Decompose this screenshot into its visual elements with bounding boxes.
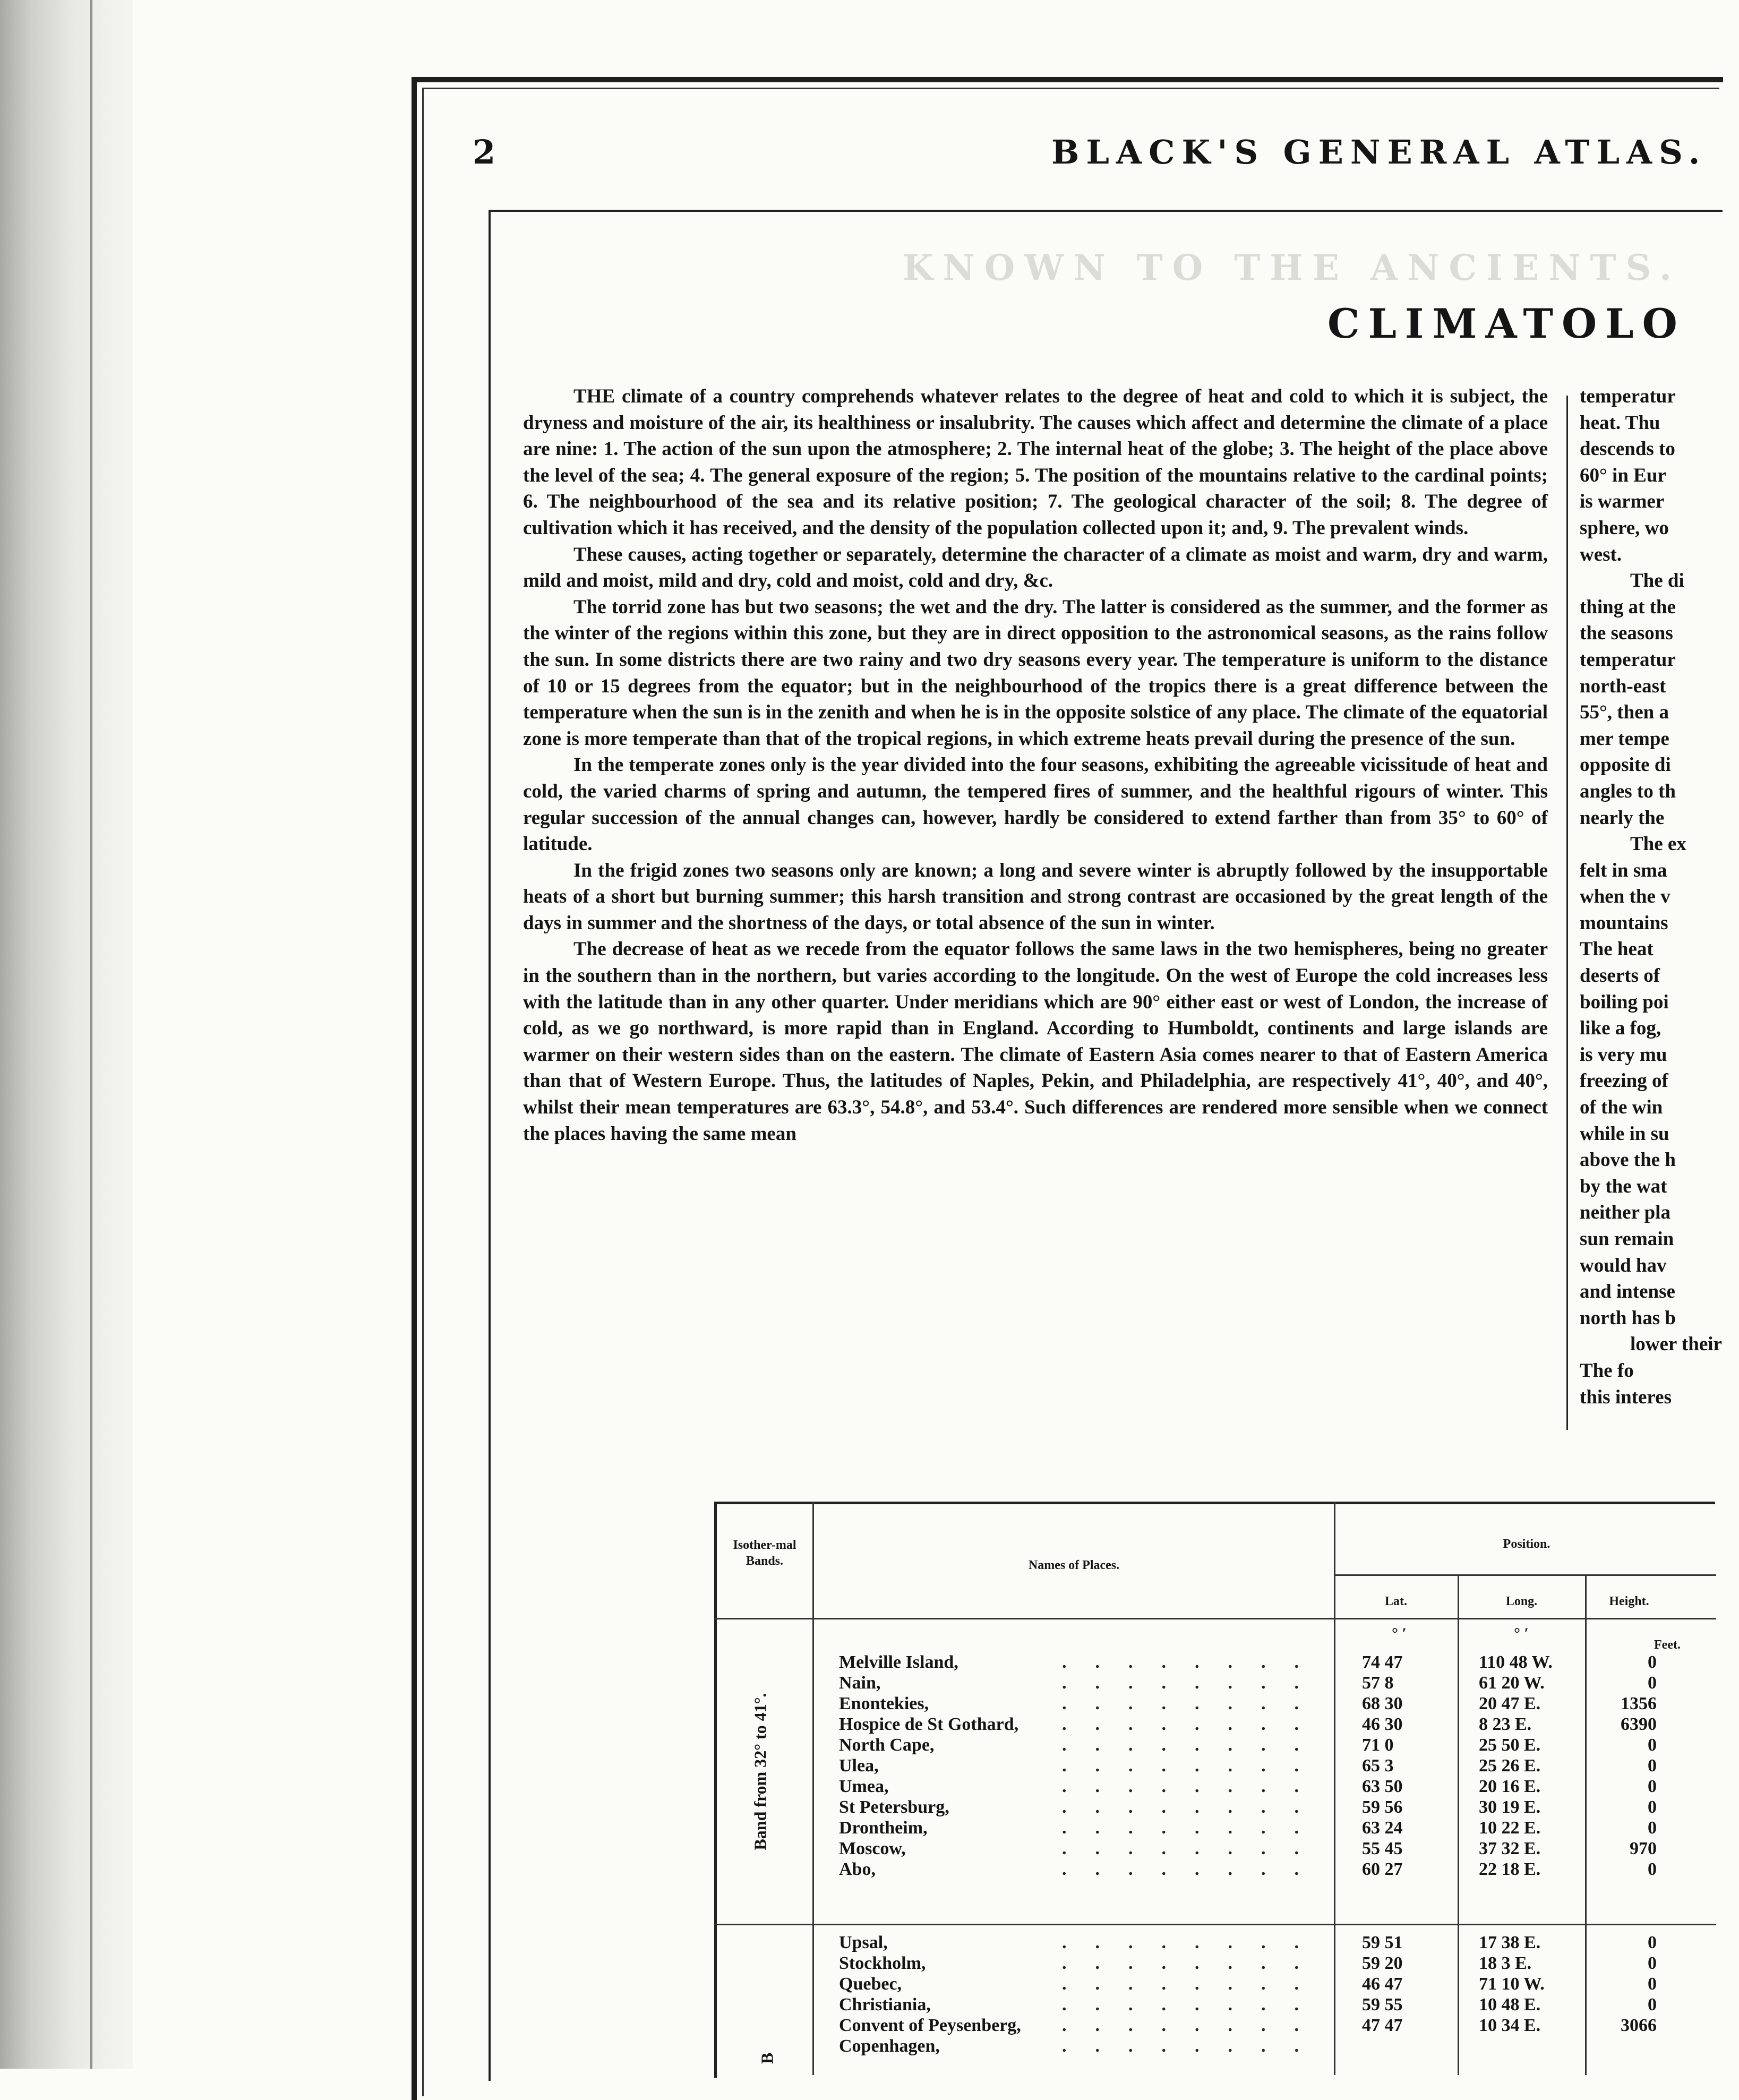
table-rule — [1334, 1574, 1716, 1576]
line-fragment: nearly the — [1580, 807, 1665, 829]
table-row: Hospice de St Gothard, ........ 46 30 8 23 E. 6390 — [839, 1715, 1657, 1734]
line-fragment: 55°, then a — [1580, 701, 1669, 724]
table-row: Abo, ........ 60 27 22 18 E. 0 — [839, 1859, 1657, 1879]
table-row: Stockholm, ........ 59 20 18 3 E. 0 — [839, 1953, 1657, 1973]
line-fragment: mountains — [1580, 912, 1668, 934]
table-row: Umea, ........ 63 50 20 16 E. 0 — [839, 1777, 1657, 1796]
line-fragment: this interes — [1580, 1386, 1672, 1408]
line-fragment: 60° in Eur — [1580, 464, 1666, 486]
running-head: BLACK'S GENERAL ATLAS. — [1051, 133, 1707, 172]
right-text-column — [1580, 383, 1739, 1410]
line-fragment: by the wat — [1580, 1175, 1667, 1197]
table-rule — [714, 1924, 1716, 1925]
height-unit: Feet. — [1654, 1638, 1681, 1652]
line-fragment: north-east — [1580, 675, 1666, 697]
line-fragment: mer tempe — [1580, 727, 1669, 750]
table-row: Drontheim, ........ 63 24 10 22 E. 0 — [839, 1818, 1657, 1838]
line-fragment: boiling poi — [1580, 991, 1669, 1013]
table-row: Melville Island, ........ 74 47 110 48 W. 0 — [839, 1652, 1657, 1672]
band-label: Band from 32° to 41°. — [750, 1693, 770, 1850]
binding-shadow — [0, 0, 133, 2069]
table-row: North Cape, ........ 71 0 25 50 E. 0 — [839, 1735, 1657, 1755]
line-fragment: The heat — [1580, 938, 1654, 961]
long-unit: ° ′ — [1514, 1625, 1529, 1642]
line-fragment: of the win — [1580, 1096, 1663, 1119]
line-fragment: above the h — [1580, 1149, 1676, 1171]
band-label: B — [757, 2052, 777, 2064]
paragraph: In the temperate zones only is the year divided into the four seasons, exhibiting the agreeable vicissitude of heat and cold, the varied charms of spring and autumn, the tempered fires of summer, and the healthful rigours of winter. This regular succession of the annual changes can, however, hardly be considered to extend farther than from 35° to 60° of latitude. — [523, 754, 1548, 855]
table-rule — [812, 1502, 814, 2075]
header-position: Position. — [1503, 1537, 1550, 1551]
line-fragment: while in su — [1580, 1122, 1669, 1145]
table-row: Upsal, ........ 59 51 17 38 E. 0 — [839, 1933, 1657, 1952]
table-row: Enontekies, ........ 68 30 20 47 E. 1356 — [839, 1694, 1657, 1713]
line-fragment: when the v — [1580, 886, 1671, 908]
line-fragment: freezing of — [1580, 1070, 1668, 1092]
line-fragment: felt in sma — [1580, 859, 1667, 881]
paragraph: In the frigid zones two seasons only are known; a long and severe winter is abruptly followed by the insupportable heats of a short but burning summer; this harsh transition and strong contrast are occasioned by the great length of the days in summer and the shortness of the days, or total absence of the sun in winter. — [523, 859, 1548, 934]
line-fragment: deserts of — [1580, 965, 1660, 987]
header-long: Long. — [1505, 1595, 1538, 1608]
line-fragment: thing at the — [1580, 596, 1676, 618]
line-fragment: The di — [1630, 570, 1684, 592]
bleed-through-heading: KNOWN TO THE ANCIENTS. — [903, 247, 1681, 288]
line-fragment: would hav — [1580, 1254, 1667, 1276]
line-fragment: north has b — [1580, 1307, 1676, 1329]
paragraph: THE climate of a country comprehends whatever relates to the degree of heat and cold to which it is subject, the dryness and moisture of the air, its healthiness or insalubrity. The causes which affect and determine the climate of a place are nine: 1. The action of the sun upon the atmosphere; 2. The internal heat of the globe; 3. The height of the place above the level of the sea; 4. The general exposure of the region; 5. The position of the mountains relative to the cardinal points; 6. The neighbourhood of the sea and its relative position; 7. The geological character of the soil; 8. The degree of cultivation which it has received, and the density of the population collected upon it; and, 9. The prevalent winds. — [523, 385, 1548, 539]
binding-edge — [90, 0, 92, 2069]
lat-unit: ° ′ — [1392, 1625, 1407, 1642]
paragraph: The torrid zone has but two seasons; the wet and the dry. The latter is considered as the summer, and the former as the winter of the regions within this zone, but they are in direct opposition to the astronomical seasons, as the rains follow the sun. In some districts there are two rainy and two dry seasons every year. The temperature is uniform to the distance of 10 or 15 degrees from the equator; but in the neighbourhood of the tropics there is a great difference between the temperature when the sun is in the zenith and when he is in the opposite solstice of any place. The climate of the equatorial zone is more temperate than that of the tropical regions, in which extreme heats prevail during the presence of the sun. — [523, 596, 1548, 750]
line-fragment: neither pla — [1580, 1202, 1671, 1224]
table-rule — [714, 1618, 1716, 1619]
paragraph: The decrease of heat as we recede from the equator follows the same laws in the two hemispheres, being no greater in the southern than in the northern, but varies according to the longitude. On the west of Europe the cold increases less with the latitude than in any other quarter. Under meridians which are 90° either east or west of London, the increase of cold, as we go northward, is more rapid than in England. According to Humboldt, continents and large islands are warmer on their western sides than on the eastern. The climate of Eastern Asia comes nearer to that of Eastern America than that of Western Europe. Thus, the latitudes of Naples, Pekin, and Philadelphia, are respectively 41°, 40°, and 40°, whilst their mean temperatures are 63.3°, 54.8°, and 53.4°. Such differences are rendered more sensible when we connect the places having the same mean — [523, 938, 1548, 1145]
header-height: Height. — [1609, 1595, 1649, 1608]
line-fragment: sun remain — [1580, 1228, 1674, 1250]
line-fragment: and intense — [1580, 1281, 1675, 1303]
line-fragment: lower their — [1630, 1333, 1722, 1356]
table-row: Quebec, ........ 46 47 71 10 W. 0 — [839, 1974, 1657, 1994]
paragraph: These causes, acting together or separately, determine the character of a climate as moist and warm, dry and warm, mild and moist, mild and dry, cold and moist, cold and dry, &c. — [523, 543, 1548, 592]
line-fragment: west. — [1580, 543, 1622, 565]
line-fragment: the seasons — [1580, 622, 1673, 645]
header-names: Names of Places. — [1028, 1558, 1120, 1572]
column-rule — [1566, 396, 1568, 1430]
table-row: St Petersburg, ........ 59 56 30 19 E. 0 — [839, 1797, 1657, 1817]
table-row: Ulea, ........ 65 3 25 26 E. 0 — [839, 1756, 1657, 1776]
section-title: CLIMATOLO — [1327, 300, 1686, 347]
table-row: Nain, ........ 57 8 61 20 W. 0 — [839, 1673, 1657, 1693]
header-lat: Lat. — [1385, 1595, 1407, 1608]
line-fragment: opposite di — [1580, 754, 1671, 776]
line-fragment: is very mu — [1580, 1043, 1667, 1066]
line-fragment: descends to — [1580, 438, 1675, 460]
main-text-column — [523, 383, 1548, 1147]
table-row: Christiania, ........ 59 55 10 48 E. 0 — [839, 1995, 1657, 2015]
header-bands: Isother-mal Bands. — [733, 1538, 796, 1568]
table-row: Moscow, ........ 55 45 37 32 E. 970 — [839, 1839, 1657, 1858]
line-fragment: The ex — [1630, 833, 1686, 855]
line-fragment: temperatur — [1580, 648, 1676, 671]
table-row: Convent of Peysenberg, ........ 47 47 10 34 E. 3066 — [839, 2016, 1657, 2035]
table-row: Copenhagen, ........ — [839, 2036, 1327, 2056]
line-fragment: sphere, wo — [1580, 517, 1669, 539]
page-number: 2 — [473, 133, 496, 172]
line-fragment: angles to th — [1580, 780, 1676, 802]
line-fragment: The fo — [1580, 1359, 1634, 1382]
line-fragment: heat. Thu — [1580, 412, 1660, 434]
line-fragment: temperatur — [1580, 385, 1676, 407]
line-fragment: like a fog, — [1580, 1017, 1661, 1040]
line-fragment: is warmer — [1580, 491, 1665, 513]
